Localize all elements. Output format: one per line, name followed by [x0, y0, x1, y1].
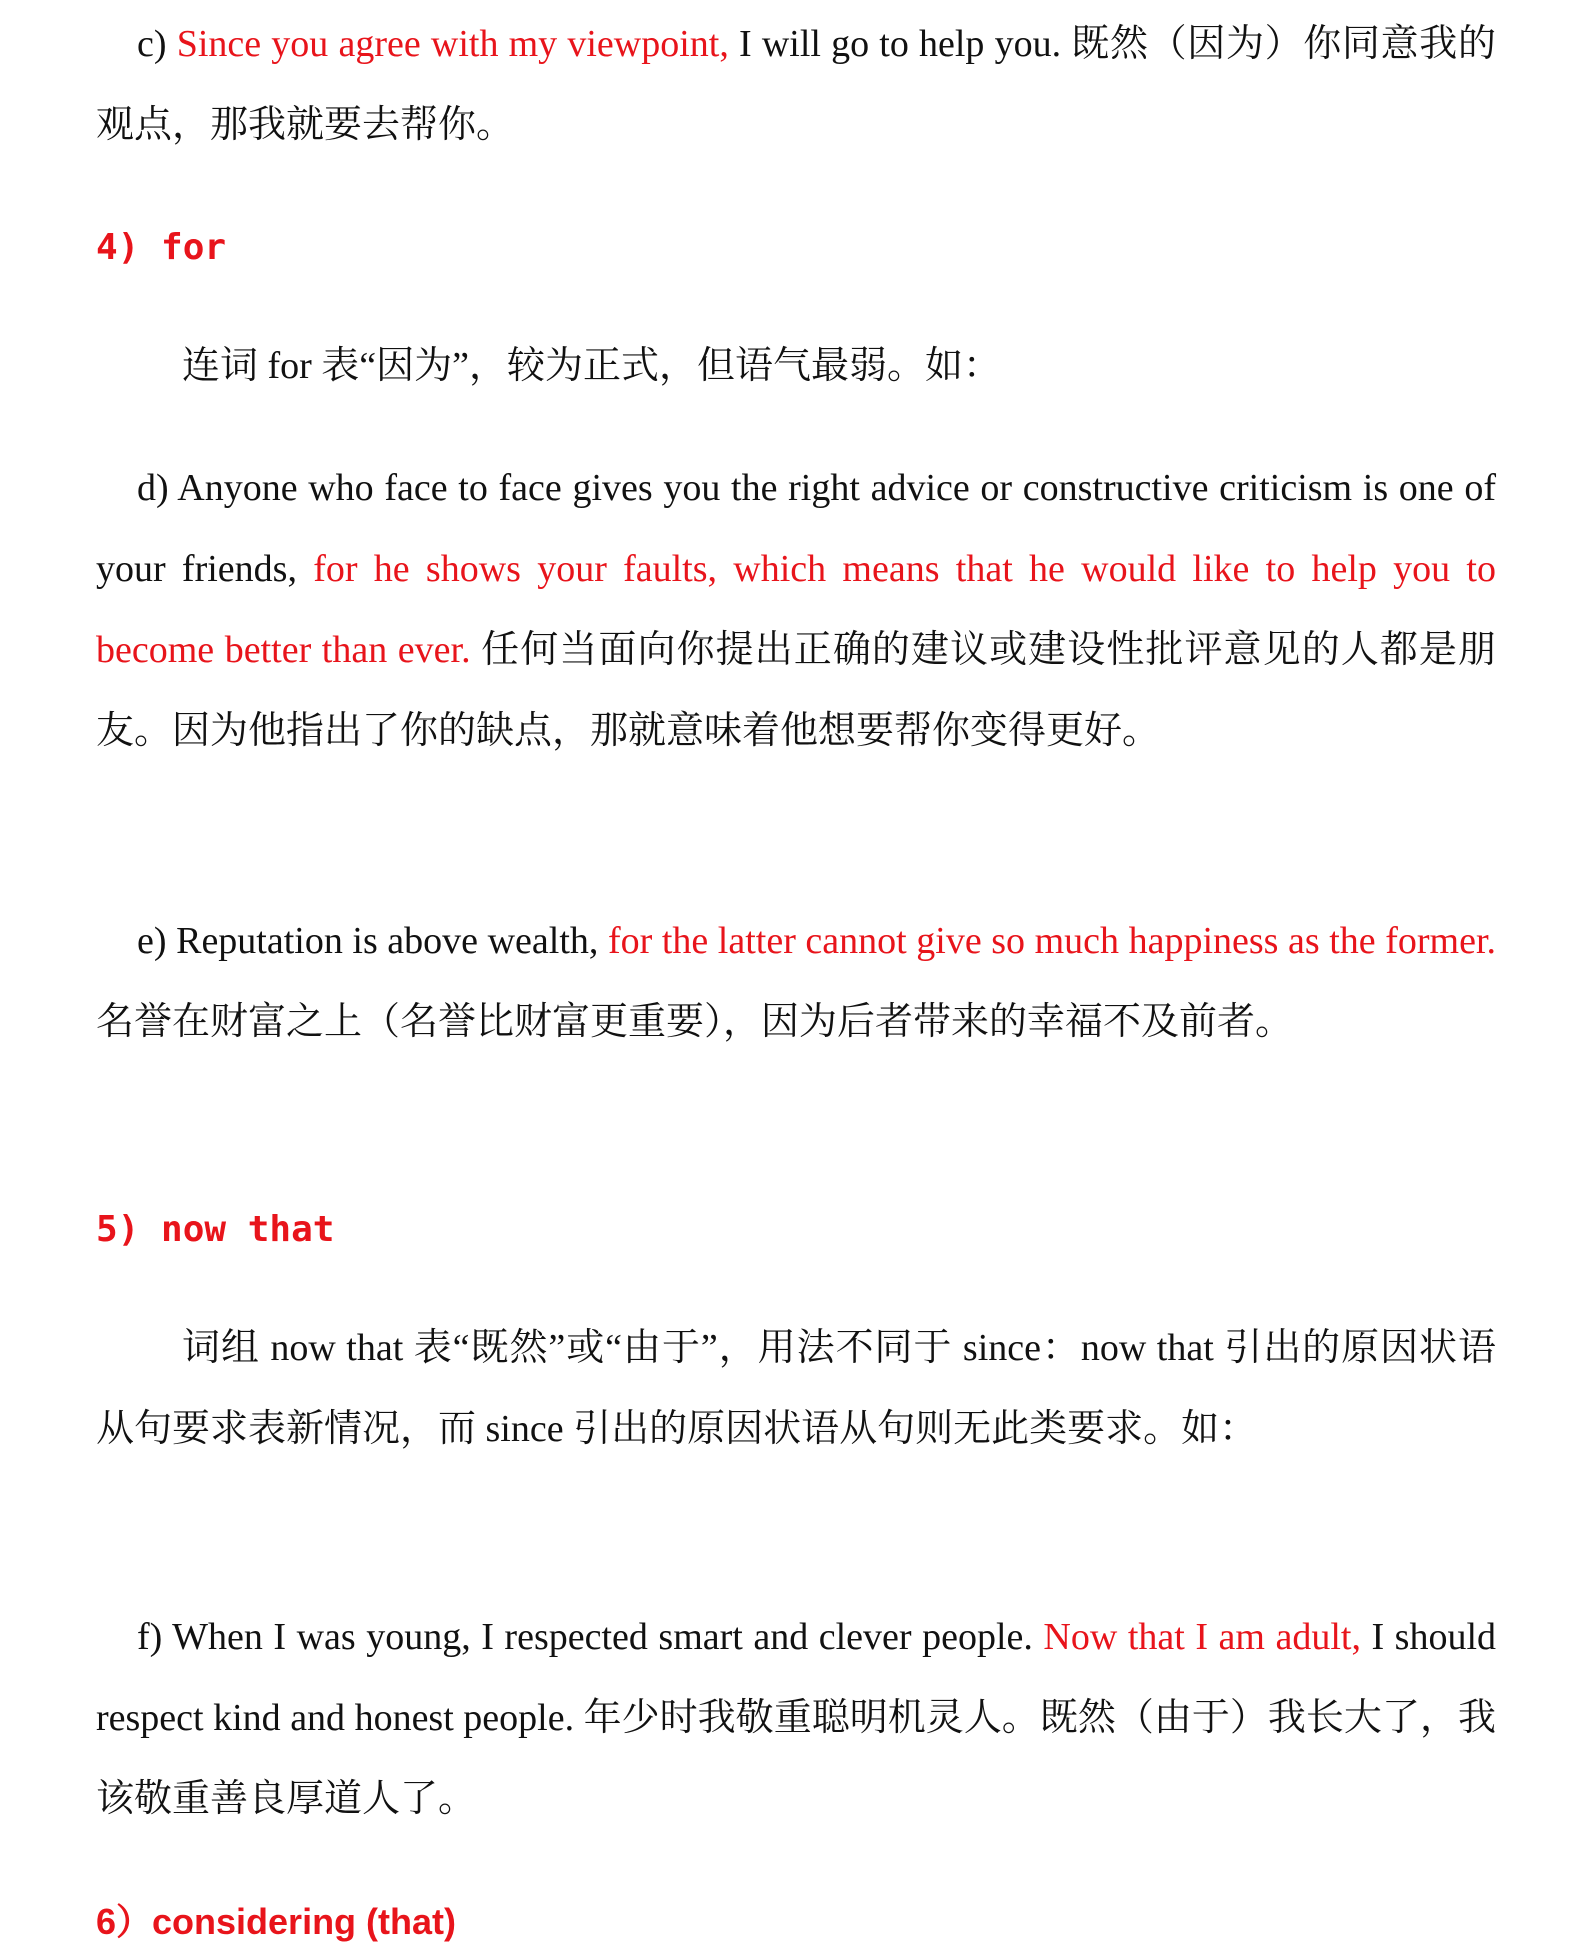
- example-d: [96, 448, 1496, 772]
- example-e-main-clause: Reputation is above wealth,: [176, 920, 608, 962]
- example-e-translation: 名誉在财富之上（名誉比财富更重要），因为后者带来的幸福不及前者。: [96, 1001, 1294, 1043]
- example-e-red-clause: for the latter cannot give so much happiness as the former.: [607, 920, 1496, 962]
- description-for: 连词 for 表“因为”，较为正式，但语气最弱。如：: [182, 345, 1002, 387]
- example-c-label: c): [137, 23, 177, 65]
- example-c-translation: 既然（因为）你同意我的观点，那我就要去帮你。: [96, 23, 1496, 146]
- example-c-red-clause: Since you agree with my viewpoint,: [176, 23, 729, 65]
- example-f-translation: 年少时我敬重聪明机灵人。既然（由于）我长大了，我该敬重善良厚道人了。: [96, 1697, 1496, 1820]
- heading-now-that: 5) now that: [96, 1209, 335, 1250]
- example-e-label: e): [137, 920, 177, 962]
- heading-considering: 6）considering (that): [96, 1901, 457, 1942]
- example-c: [96, 4, 1496, 166]
- example-e: [96, 901, 1496, 1063]
- example-c-main-clause: I will go to help you.: [728, 23, 1062, 65]
- example-f: [96, 1597, 1496, 1840]
- heading-for: 4) for: [96, 227, 227, 268]
- example-f-main-clause: I should respect kind and honest people.: [96, 1616, 1497, 1739]
- example-d-main-clause: Anyone who face to face gives you the right advice or constructive criticism is one of your friends,: [96, 467, 1497, 590]
- example-d-red-clause: for he shows your faults, which means that he would like to help you to become better than ever.: [96, 548, 1496, 671]
- example-d-label: d): [137, 467, 178, 509]
- example-f-red-clause: Now that I am adult,: [1043, 1616, 1361, 1658]
- description-now-that: 词组 now that 表“既然”或“由于”，用法不同于 since：now that 引出的原因状语从句要求表新情况，而 since 引出的原因状语从句则无此类要求。如：: [96, 1327, 1496, 1450]
- example-f-first-sentence: When I was young, I respected smart and clever people.: [172, 1616, 1044, 1658]
- example-f-label: f): [137, 1616, 173, 1658]
- example-d-translation: 任何当面向你提出正确的建议或建设性批评意见的人都是朋友。因为他指出了你的缺点，那就意味着他想要帮你变得更好。: [96, 629, 1496, 752]
